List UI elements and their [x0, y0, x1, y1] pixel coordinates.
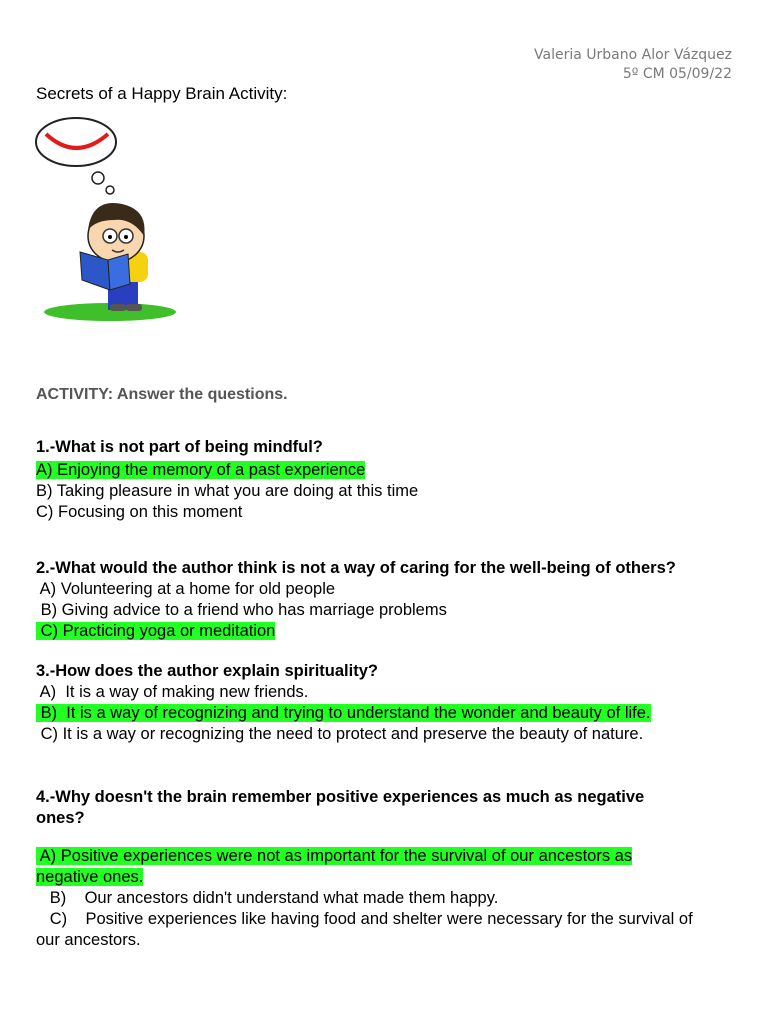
student-header: [534, 46, 732, 84]
answer-option-continued: our ancestors.: [36, 931, 141, 949]
question-text: 2.-What would the author think is not a way of caring for the well-being of others?: [36, 559, 676, 577]
answer-option: B) Taking pleasure in what you are doing at this time: [36, 482, 419, 500]
answer-option-selected: B) It is a way of recognizing and trying to understand the wonder and beauty of life.: [36, 704, 651, 722]
question-3: [36, 661, 736, 745]
question-text: [36, 787, 736, 829]
answer-option: B) Our ancestors didn't understand what made them happy.: [36, 889, 499, 907]
question-4: [36, 787, 736, 951]
student-name: Valeria Urbano Alor Vázquez: [534, 47, 732, 63]
question-text-line: 4.-Why doesn't the brain remember positive experiences as much as negative: [36, 788, 645, 806]
answer-option-selected: A) Enjoying the memory of a past experience: [36, 461, 366, 479]
answer-option: C) Positive experiences like having food and shelter were necessary for the survival of: [36, 910, 693, 928]
answer-option-selected: C) Practicing yoga or meditation: [36, 622, 276, 640]
boy-reading-icon: [44, 203, 176, 321]
question-1: [36, 437, 736, 523]
page-title: Secrets of a Happy Brain Activity:: [36, 84, 288, 103]
happy-brain-illustration: [30, 112, 180, 324]
answer-option: C) Focusing on this moment: [36, 503, 243, 521]
answer-option-selected-continued: negative ones.: [36, 868, 144, 886]
question-2: [36, 558, 736, 642]
answer-option: A) It is a way of making new friends.: [36, 683, 309, 701]
thought-cloud-icon: [36, 118, 116, 194]
answer-option-selected: A) Positive experiences were not as important for the survival of our ancestors as: [36, 847, 633, 865]
class-date: 5º CM 05/09/22: [622, 66, 732, 82]
question-text: 3.-How does the author explain spirituality?: [36, 662, 378, 680]
answer-option: B) Giving advice to a friend who has marriage problems: [36, 601, 447, 619]
activity-instructions: ACTIVITY: Answer the questions.: [36, 386, 288, 403]
question-text: 1.-What is not part of being mindful?: [36, 438, 323, 456]
question-text-line: ones?: [36, 809, 85, 827]
answer-option: C) It is a way or recognizing the need to protect and preserve the beauty of nature.: [36, 725, 644, 743]
answer-option: A) Volunteering at a home for old people: [36, 580, 336, 598]
